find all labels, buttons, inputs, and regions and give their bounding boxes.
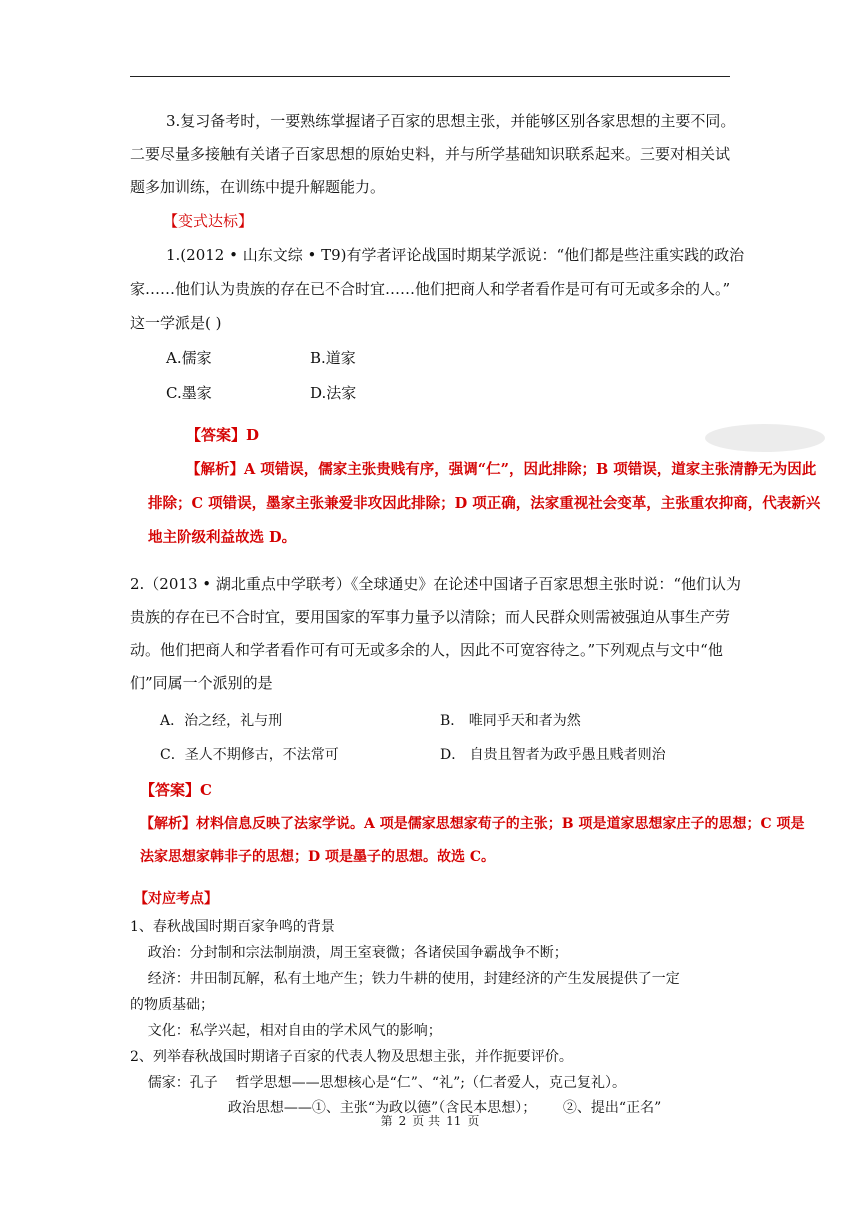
q2-answer: 【答案】C (140, 781, 212, 799)
q2-option-b: B． 唯同乎天和者为然 (440, 713, 581, 729)
keypoint-line-3: 经济：井田制瓦解，私有土地产生；铁力牛耕的使用，封建经济的产生发展提供了一定 (130, 971, 680, 987)
q2-option-a: A．治之经，礼与刑 (160, 713, 283, 729)
keypoint-line-7: 儒家：孔子 哲学思想——思想核心是“仁”、“礼”;（仁者爱人，克己复礼）。 (130, 1075, 626, 1091)
q1-option-a: A.儒家 (166, 349, 212, 367)
footer-prefix: 第 (380, 1114, 393, 1128)
q1-option-c: C.墨家 (166, 384, 212, 402)
q2-option-d: D． 自贵且智者为政乎愚且贱者则治 (440, 747, 666, 763)
intro-line-3: 题多加训练，在训练中提升解题能力。 (130, 178, 386, 196)
page-total: 11 (446, 1114, 462, 1128)
watermark-logo (700, 418, 830, 458)
keypoint-line-8: 政治思想——①、主张“为政以德”（含民本思想）； ②、提出“正名” (130, 1100, 662, 1116)
q1-analysis-line-3: 地主阶级利益故选 D。 (148, 529, 297, 546)
section-heading-keypoints: 【对应考点】 (134, 891, 218, 907)
intro-line-1: 3.复习备考时，一要熟练掌握诸子百家的思想主张，并能够区别各家思想的主要不同。 (166, 112, 736, 130)
footer-suffix: 页 (467, 1114, 480, 1128)
keypoint-line-5: 文化：私学兴起，相对自由的学术风气的影响； (130, 1023, 442, 1039)
keypoint-line-6: 2、列举春秋战国时期诸子百家的代表人物及思想主张，并作扼要评价。 (130, 1049, 573, 1065)
q2-line-2: 贵族的存在已不合时宜，要用国家的军事力量予以清除；而人民群众则需被强迫从事生产劳 (130, 608, 731, 626)
q1-analysis-line-2: 排除；C 项错误，墨家主张兼爱非攻因此排除；D 项正确，法家重视社会变革，主张重农抑商，代表新兴 (148, 495, 821, 512)
q1-line-2: 家……他们认为贵族的存在已不合时宜……他们把商人和学者看作是可有可无或多余的人。” (130, 280, 731, 298)
header-rule (130, 76, 730, 77)
q1-option-b: B.道家 (310, 349, 356, 367)
keypoint-line-4: 的物质基础； (130, 997, 214, 1013)
q1-option-d: D.法家 (310, 384, 357, 402)
q2-option-c: C．圣人不期修古，不法常可 (160, 747, 339, 763)
section-heading-variant: 【变式达标】 (163, 212, 254, 230)
q1-line-1: 1.(2012 • 山东文综 • T9)有学者评论战国时期某学派说：“他们都是些注重实践的政治 (166, 246, 745, 264)
q2-analysis-line-1: 【解析】材料信息反映了法家学说。A 项是儒家思想家荀子的主张；B 项是道家思想家庄子的思想；C 项是 (140, 816, 805, 832)
keypoint-line-2: 政治：分封制和宗法制崩溃，周王室衰微；各诸侯国争霸战争不断； (130, 945, 568, 961)
q1-analysis-line-1: 【解析】A 项错误，儒家主张贵贱有序，强调“仁”，因此排除；B 项错误，道家主张清静无为因此 (186, 461, 817, 478)
q2-line-3: 动。他们把商人和学者看作可有可无或多余的人，因此不可宽容待之。”下列观点与文中“他 (130, 641, 723, 659)
intro-line-2: 二要尽量多接触有关诸子百家思想的原始史料，并与所学基础知识联系起来。三要对相关试 (130, 145, 731, 163)
page-number: 2 (398, 1114, 407, 1128)
page-footer (0, 1112, 860, 1129)
footer-mid: 页 共 (412, 1114, 441, 1128)
q2-line-4: 们”同属一个派别的是 (130, 674, 273, 692)
keypoint-line-1: 1、春秋战国时期百家争鸣的背景 (130, 919, 335, 935)
q2-line-1: 2.（2013 • 湖北重点中学联考）《全球通史》在论述中国诸子百家思想主张时说：“他们认为 (130, 575, 742, 593)
q1-line-3: 这一学派是( ) (130, 314, 222, 332)
q2-analysis-line-2: 法家思想家韩非子的思想；D 项是墨子的思想。故选 C。 (140, 849, 496, 865)
q1-answer: 【答案】D (186, 426, 260, 444)
